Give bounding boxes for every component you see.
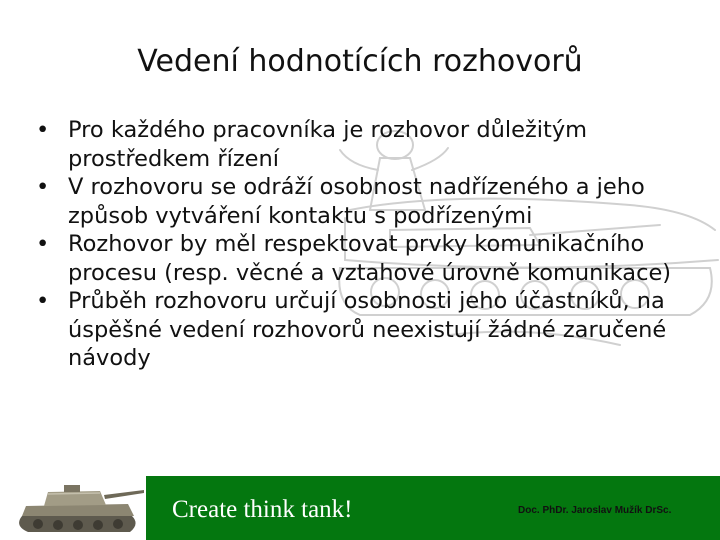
bullet-marker: • [36, 117, 50, 143]
bullet-item [30, 230, 690, 287]
bullet-item [30, 116, 690, 173]
bullet-marker: • [36, 174, 50, 200]
bullet-text: V rozhovoru se odráží osobnost nadřízeného a jeho způsob vytváření kontaktu s podřízenými [68, 174, 645, 229]
bullet-text: Pro každého pracovníka je rozhovor důležitým prostředkem řízení [68, 117, 588, 172]
bullet-text: Průběh rozhovoru určují osobnosti jeho účastníků, na úspěšné vedení rozhovorů neexistují žádné zaručené návody [68, 288, 667, 371]
bullet-marker: • [36, 231, 50, 257]
bullet-marker: • [36, 288, 50, 314]
bullet-item [30, 173, 690, 230]
bullet-list [30, 116, 690, 373]
footer-author: Doc. PhDr. Jaroslav Mužík DrSc. [518, 505, 672, 516]
slide-title: Vedení hodnotících rozhovorů [137, 44, 583, 79]
bullet-text: Rozhovor by měl respektovat prvky komunikačního procesu (resp. věcné a vztahové úrovně komunikace) [68, 231, 672, 286]
tank-photo [8, 476, 146, 540]
footer-motto: Create think tank! [172, 496, 353, 523]
bullet-item [30, 287, 690, 373]
footer-banner [146, 476, 720, 540]
